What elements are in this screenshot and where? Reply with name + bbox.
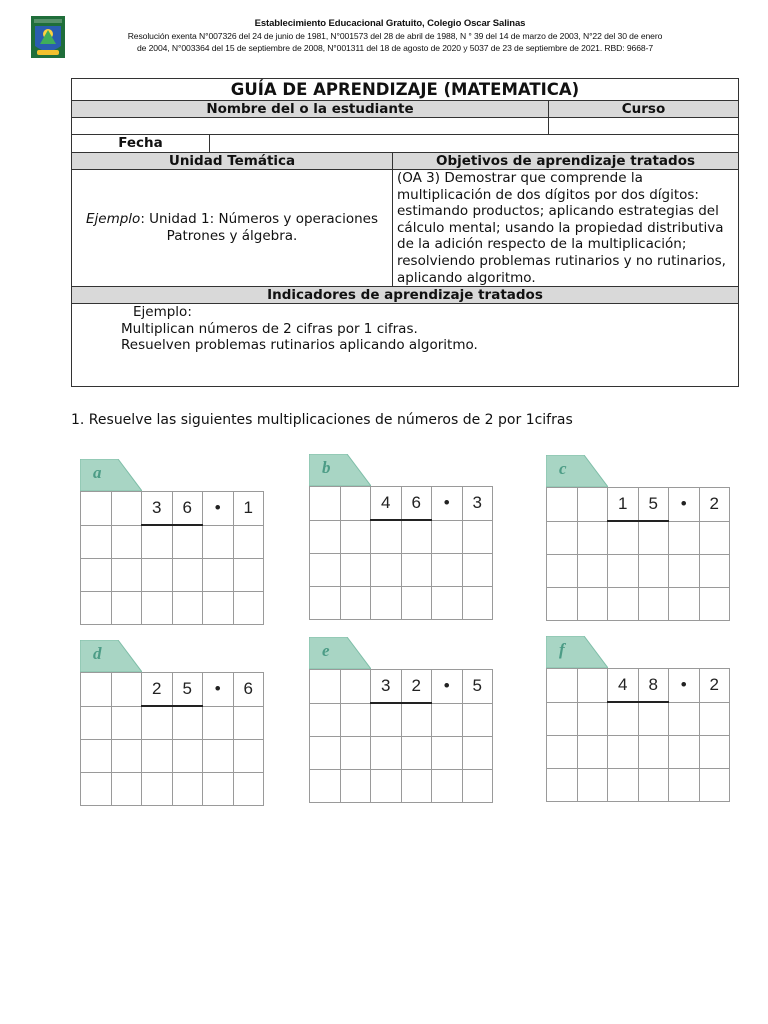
date-label: Fecha	[118, 135, 163, 151]
unit-example-text-2: Patrones y álgebra.	[166, 228, 298, 244]
indicator-item: Ejemplo:	[133, 304, 192, 320]
course-label: Curso	[548, 101, 738, 117]
digit-2: 2	[401, 670, 432, 704]
question-1: 1. Resuelve las siguientes multiplicaciones de números de 2 por 1cifras	[71, 412, 573, 428]
digit-1: 1	[608, 488, 639, 522]
unit-example-text: : Unidad 1: Números y operaciones	[140, 211, 378, 227]
exercise-a	[80, 459, 270, 629]
exercise-tab	[80, 459, 142, 491]
multiplication-grid[interactable]	[546, 487, 730, 621]
indicator-item: Multiplican números de 2 cifras por 1 cifras.	[121, 320, 418, 337]
indicators-row	[72, 303, 738, 386]
times-sign: •	[669, 488, 700, 522]
exercise-letter: a	[93, 463, 102, 482]
exercise-f	[546, 636, 736, 806]
indicators-body	[72, 304, 738, 386]
date-row	[72, 134, 738, 152]
indicators-label: Indicadores de aprendizaje tratados	[267, 287, 543, 303]
form-title-row	[72, 79, 738, 100]
exercise-b	[309, 454, 499, 624]
multiplier: 3	[462, 487, 493, 521]
exercise-letter: b	[322, 458, 331, 477]
multiplication-grid[interactable]	[80, 672, 264, 806]
objective-text: (OA 3) Demostrar que comprende la multiplicación de dos dígitos por dos dígitos: estimando productos; aplicando estrategias del cálculo mental; usando la propiedad distributiva de la adición respecto de la multiplicación; resolviendo problemas rutinarios y no rutinarios, aplicando algoritmo.	[392, 170, 738, 286]
unit-cell	[72, 170, 392, 286]
digit-1: 4	[608, 669, 639, 703]
digit-1: 4	[371, 487, 402, 521]
times-sign: •	[432, 487, 463, 521]
unit-example-prefix: Ejemplo	[85, 211, 141, 227]
digit-2: 6	[172, 492, 203, 526]
exercise-tab	[309, 454, 371, 486]
multiplier: 1	[233, 492, 264, 526]
multiplier: 5	[462, 670, 493, 704]
digit-2: 5	[172, 673, 203, 707]
exercise-d	[80, 640, 270, 810]
indicator-item: Resuelven problemas rutinarios aplicando algoritmo.	[121, 337, 478, 353]
multiplication-grid[interactable]	[309, 486, 493, 620]
school-logo	[31, 16, 65, 58]
learning-guide-form	[71, 78, 739, 387]
digit-2: 5	[638, 488, 669, 522]
exercise-letter: c	[559, 459, 567, 478]
exercise-letter: f	[559, 640, 565, 659]
digit-1: 3	[371, 670, 402, 704]
student-input-row	[72, 117, 738, 134]
digit-1: 2	[142, 673, 173, 707]
exercise-e	[309, 637, 499, 807]
course-field[interactable]	[548, 118, 738, 134]
times-sign: •	[203, 673, 234, 707]
resolution-line-1: Resolución exenta N°007326 del 24 de junio de 1981, N°001573 del 28 de abril de 1988, N ° 39 del 14 de marzo de 2003, N°22 del 30 de enero	[127, 31, 663, 41]
times-sign: •	[669, 669, 700, 703]
digit-1: 3	[142, 492, 173, 526]
multiplier: 2	[699, 669, 730, 703]
student-name-field[interactable]	[72, 118, 548, 134]
unit-label: Unidad Temática	[168, 153, 296, 169]
exercise-letter: e	[322, 641, 330, 660]
exercise-tab	[546, 636, 608, 668]
student-name-label: Nombre del o la estudiante	[206, 101, 414, 117]
exercise-tab	[80, 640, 142, 672]
multiplier: 2	[699, 488, 730, 522]
student-header-row	[72, 100, 738, 117]
school-name: Establecimiento Educacional Gratuito, Colegio Oscar Salinas	[254, 18, 526, 29]
digit-2: 8	[638, 669, 669, 703]
times-sign: •	[203, 492, 234, 526]
unit-objectives-row	[72, 169, 738, 286]
exercise-c	[546, 455, 736, 625]
multiplier: 6	[233, 673, 264, 707]
multiplication-grid[interactable]	[80, 491, 264, 625]
times-sign: •	[432, 670, 463, 704]
resolution-line-2: de 2004, N°003364 del 15 de septiembre de 2008, N°001311 del 18 de agosto de 2020 y 5037 de 23 de septiembre de 2021. RBD: 9668-7	[136, 43, 654, 53]
unit-objectives-header-row	[72, 152, 738, 169]
exercise-tab	[309, 637, 371, 669]
indicators-header-row	[72, 286, 738, 303]
date-field[interactable]	[209, 135, 738, 152]
objectives-label: Objetivos de aprendizaje tratados	[392, 153, 738, 169]
digit-2: 6	[401, 487, 432, 521]
form-title: GUÍA DE APRENDIZAJE (MATEMATICA)	[230, 80, 580, 99]
multiplication-grid[interactable]	[309, 669, 493, 803]
exercise-tab	[546, 455, 608, 487]
exercise-letter: d	[93, 644, 102, 663]
multiplication-grid[interactable]	[546, 668, 730, 802]
